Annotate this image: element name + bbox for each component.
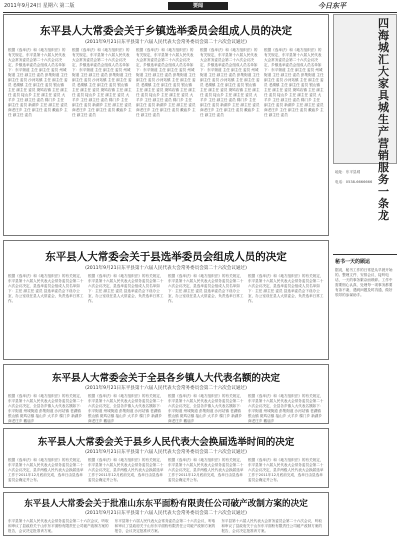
article-county-election-committee: [3, 240, 329, 360]
ad-title: 四海城汇大家具城生产营销服务一条龙: [378, 17, 389, 222]
article-title: 东平县人大常委会关于全县各乡镇人大代表名额的决定: [51, 373, 280, 384]
article-body: 根据《选举法》和《地方组织法》的有关规定，东平县第十六届人民代表大会常务委员会第二十六次会议决定，县选举委员会组成人员名单如下：主任 副主任 委员 县选举委员会下设办公室，办公室设在县人大常委会，负责选举日常工作。: [168, 274, 244, 303]
sidebar-rule: [333, 254, 397, 255]
article-body: 根据《选举法》和《地方组织法》的有关规定，东平县第十六届人民代表大会常务委员会第二十六次会议决定，县选举委员会组成人员名单如下：主任 副主任 委员 县选举委员会下设办公室，办公室设在县人大常委会，负责选举日常工作。: [8, 274, 84, 303]
article-deputy-quota: [3, 364, 329, 424]
main-column: [3, 14, 329, 536]
article-body: 东平县第十六届人民代表大会常务委员会第二十六次会议，听取和审议了县政府关于山东东平面粉有限责任公司破产改制方案的报告，会议决定批准该方案。: [8, 519, 109, 533]
article-body: 根据《选举法》和《地方组织法》的有关规定，东平县第十六届人民代表大会常务委员会第二十六次会议决定，全县各乡镇人大代表名额如下：东平街道 州城街道 彭集街道 沙河站镇 老湖镇 银山镇 斑鸠店镇 接山乡 大羊乡 梯门乡 新湖乡 商老庄乡 戴庙乡: [248, 394, 324, 423]
page-number-text: 第二版: [59, 3, 75, 9]
date-text: 2011年9月24日: [4, 3, 42, 9]
article-body: 根据《选举法》和《地方组织法》的有关规定，东平县第十六届人民代表大会常务委员会第二十六次会议决定，全县各乡镇人大代表名额如下：东平街道 州城街道 彭集街道 沙河站镇 老湖镇 银山镇 斑鸠店镇 接山乡 大羊乡 梯门乡 新湖乡 商老庄乡 戴庙乡: [168, 394, 244, 423]
article-township-election-committee: [3, 14, 329, 236]
ad-phone: 电话：0538-6666666: [335, 180, 373, 184]
article-body: 根据《选举法》和《地方组织法》的有关规定，东平县第十六届人民代表大会常务委员会第二十六次会议决定，乡镇选举委员会组成人员名单如下：东平街道 主任 副主任 委员 州城街道 主任 副主任 委员 彭集街道 主任 副主任 委员 沙河站镇 主任 副主任 委员 老湖镇 主任 副主任 委员 银山镇 主任 副主任 委员 斑鸠店镇 主任 副主任 委员 接山乡 主任 副主任 委员 大羊乡 主任 副主任 委员 梯门乡 主任 副主任 委员 新湖乡 主任 副主任 委员 商老庄乡 主任 副主任 委员 戴庙乡 主任 副主任 委员: [264, 48, 324, 117]
sidebar: [333, 14, 397, 536]
article-body: 根据《选举法》和《地方组织法》的有关规定，东平县第十六届人民代表大会常务委员会第二十六次会议决定，全县各乡镇人大代表名额如下：东平街道 州城街道 彭集街道 沙河站镇 老湖镇 银山镇 斑鸠店镇 接山乡 大羊乡 梯门乡 新湖乡 商老庄乡 戴庙乡: [88, 394, 164, 423]
section-label: 要闻: [168, 2, 228, 10]
article-body: 根据《选举法》和《地方组织法》的有关规定，东平县第十六届人民代表大会常务委员会第二十六次会议决定，县乡两级人民代表大会换届选举工作于2011年12月底前完成，选举日由县选举委员会确定并公布。: [8, 458, 84, 482]
article-body: 根据《选举法》和《地方组织法》的有关规定，东平县第十六届人民代表大会常务委员会第二十六次会议决定，县乡两级人民代表大会换届选举工作于2011年12月底前完成，选举日由县选举委员会确定并公布。: [88, 458, 164, 482]
article-title: 东平县人大常委会关于县乡人民代表大会换届选举时间的决定: [37, 437, 295, 448]
article-body: 根据《选举法》和《地方组织法》的有关规定，东平县第十六届人民代表大会常务委员会第二十六次会议决定，乡镇选举委员会组成人员名单如下：东平街道 主任 副主任 委员 州城街道 主任 副主任 委员 彭集街道 主任 副主任 委员 沙河站镇 主任 副主任 委员 老湖镇 主任 副主任 委员 银山镇 主任 副主任 委员 斑鸠店镇 主任 副主任 委员 接山乡 主任 副主任 委员 大羊乡 主任 副主任 委员 梯门乡 主任 副主任 委员 新湖乡 主任 副主任 委员 商老庄乡 主任 副主任 委员 戴庙乡 主任 副主任 委员: [136, 48, 196, 117]
article-body: 根据《选举法》和《地方组织法》的有关规定，东平县第十六届人民代表大会常务委员会第二十六次会议决定，县选举委员会组成人员名单如下：主任 副主任 委员 县选举委员会下设办公室，办公室设在县人大常委会，负责选举日常工作。: [88, 274, 164, 303]
article-body: 根据《选举法》和《地方组织法》的有关规定，东平县第十六届人民代表大会常务委员会第二十六次会议决定，乡镇选举委员会组成人员名单如下：东平街道 主任 副主任 委员 州城街道 主任 副主任 委员 彭集街道 主任 副主任 委员 沙河站镇 主任 副主任 委员 老湖镇 主任 副主任 委员 银山镇 主任 副主任 委员 斑鸠店镇 主任 副主任 委员 接山乡 主任 副主任 委员 大羊乡 主任 副主任 委员 梯门乡 主任 副主任 委员 新湖乡 主任 副主任 委员 商老庄乡 主任 副主任 委员 戴庙乡 主任 副主任 委员: [8, 48, 68, 117]
article-body: 根据《选举法》和《地方组织法》的有关规定，东平县第十六届人民代表大会常务委员会第二十六次会议决定，全县各乡镇人大代表名额如下：东平街道 州城街道 彭集街道 沙河站镇 老湖镇 银山镇 斑鸠店镇 接山乡 大羊乡 梯门乡 新湖乡 商老庄乡 戴庙乡: [8, 394, 84, 423]
article-title: 东平县人大常委会关于乡镇选举委员会组成人员的决定: [40, 25, 292, 37]
article-subtitle: (2011年9月21日东平县第十六届人民代表大会常务委员会第二十六次会议通过): [85, 386, 247, 391]
article-title: 东平县人大常委会关于批准山东东平面粉有限责任公司破产改制方案的决定: [24, 499, 308, 509]
header-rule: [3, 12, 397, 13]
article-body: 东平县第十六届人民代表大会常务委员会第二十六次会议，听取和审议了县政府关于山东东平面粉有限责任公司破产改制方案的报告，会议决定批准该方案。: [114, 519, 216, 533]
article-body: 根据《选举法》和《地方组织法》的有关规定，东平县第十六届人民代表大会常务委员会第二十六次会议决定，乡镇选举委员会组成人员名单如下：东平街道 主任 副主任 委员 州城街道 主任 副主任 委员 彭集街道 主任 副主任 委员 沙河站镇 主任 副主任 委员 老湖镇 主任 副主任 委员 银山镇 主任 副主任 委员 斑鸠店镇 主任 副主任 委员 接山乡 主任 副主任 委员 大羊乡 主任 副主任 委员 梯门乡 主任 副主任 委员 新湖乡 主任 副主任 委员 商老庄乡 主任 副主任 委员 戴庙乡 主任 副主任 委员: [200, 48, 260, 117]
article-body: 根据《选举法》和《地方组织法》的有关规定，东平县第十六届人民代表大会常务委员会第二十六次会议决定，县乡两级人民代表大会换届选举工作于2011年12月底前完成，选举日由县选举委员会确定并公布。: [168, 458, 244, 482]
article-body: 东平县第十六届人民代表大会常务委员会第二十六次会议，听取和审议了县政府关于山东东平面粉有限责任公司破产改制方案的报告，会议决定批准该方案。: [221, 519, 322, 533]
header-date: [4, 0, 75, 12]
article-subtitle: (2011年9月21日东平县第十六届人民代表大会常务委员会第二十六次会议通过): [85, 450, 247, 455]
article-election-time: [3, 428, 329, 488]
weekday-text: 星期六: [42, 3, 58, 9]
article-body: 根据《选举法》和《地方组织法》的有关规定，东平县第十六届人民代表大会常务委员会第二十六次会议决定，县乡两级人民代表大会换届选举工作于2011年12月底前完成，选举日由县选举委员会确定并公布。: [248, 458, 324, 482]
article-subtitle: (2011年9月21日东平县第十六届人民代表大会常务委员会第二十六次会议通过): [85, 511, 247, 516]
article-body: 根据《选举法》和《地方组织法》的有关规定，东平县第十六届人民代表大会常务委员会第二十六次会议决定，县选举委员会组成人员名单如下：主任 副主任 委员 县选举委员会下设办公室，办公室设在县人大常委会，负责选举日常工作。: [248, 274, 324, 303]
article-flour-company: [3, 492, 329, 536]
article-subtitle: (2011年9月21日东平县第十六届人民代表大会常务委员会第二十六次会议通过): [85, 40, 247, 45]
ad-address: 地址：东平县城: [335, 170, 361, 174]
newspaper-logo: 今日东平: [318, 2, 346, 10]
article-title: 东平县人大常委会关于县选举委员会组成人员的决定: [45, 251, 287, 263]
note-body: 据说，秘书工作的日常是从早晨开始的。整理文件、安排会议、接听电话，一天的事务繁杂而琐碎。工作中需要细心认真，处理每一项事务都要有条不紊，遇到问题及时沟通，做好领导的参谋助手。: [335, 268, 393, 297]
note-title: 秘书一天的顾运: [335, 259, 371, 265]
article-body: 根据《选举法》和《地方组织法》的有关规定，东平县第十六届人民代表大会常务委员会第二十六次会议决定，乡镇选举委员会组成人员名单如下：东平街道 主任 副主任 委员 州城街道 主任 副主任 委员 彭集街道 主任 副主任 委员 沙河站镇 主任 副主任 委员 老湖镇 主任 副主任 委员 银山镇 主任 副主任 委员 斑鸠店镇 主任 副主任 委员 接山乡 主任 副主任 委员 大羊乡 主任 副主任 委员 梯门乡 主任 副主任 委员 新湖乡 主任 副主任 委员 商老庄乡 主任 副主任 委员 戴庙乡 主任 副主任 委员: [72, 48, 132, 117]
article-subtitle: (2011年9月21日东平县第十六届人民代表大会常务委员会第二十六次会议通过): [85, 266, 247, 271]
page-header: [0, 0, 400, 12]
